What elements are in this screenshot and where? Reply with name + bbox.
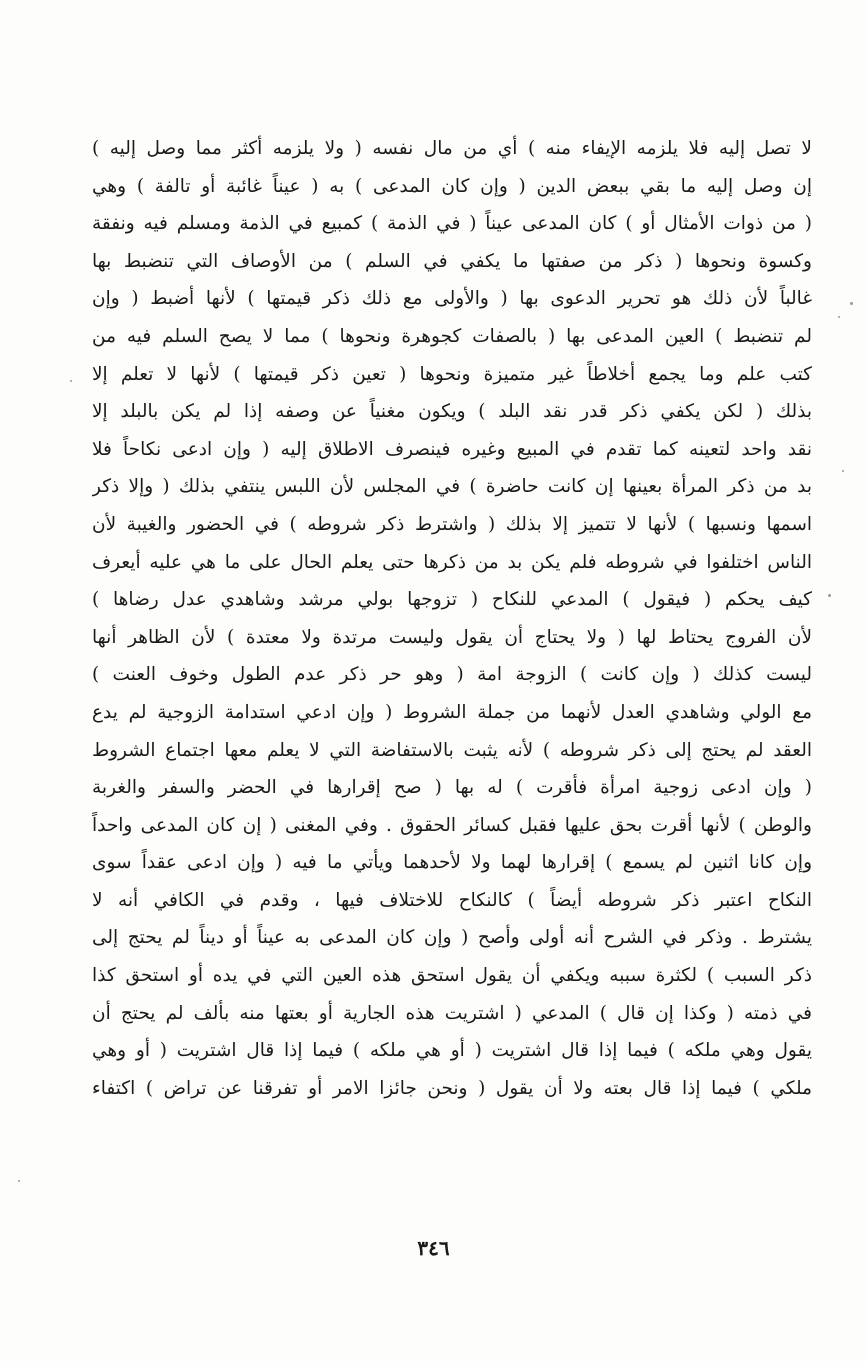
scan-speck (838, 316, 840, 318)
text-line: إن وصل إليه ما بقي ببعض الدين ( وإن كان المدعى ) به ( عيناً غائبة أو تالفة ) وهي (92, 175, 812, 197)
text-line: يقول وهي ملكه ) فيما إذا قال اشتريت ( أو هي ملكه ) فيما إذا قال اشتريت ( أو وهي (92, 1040, 812, 1062)
scan-speck (850, 302, 853, 305)
text-line: الناس اختلفوا في شروطه فلم يكن بد من ذكرها حتى يعلم الحال على ما هي عليه أيعرف (92, 551, 812, 573)
scan-speck (842, 470, 844, 472)
text-line: غالباً لأن ذلك هو تحرير الدعوى بها ( والأولى مع ذلك ذكر قيمتها ) لأنها أضبط ( وإن (92, 288, 812, 310)
text-line: ليست كذلك ( وإن كانت ) الزوجة امة ( وهو حر ذكر عدم الطول وخوف العنت ) (92, 664, 812, 686)
text-line: العقد لم يحتج إلى ذكر شروطه ) لأنه يثبت بالاستفاضة التي لا يعلم معها اجتماع الشروط (92, 739, 812, 761)
page-number: ٣٤٦ (417, 1236, 450, 1260)
text-line: النكاح اعتبر ذكر شروطه أيضاً ) كالنكاح للاختلاف فيها ، وقدم في الكافي أنه لا (92, 889, 812, 911)
scan-speck (828, 594, 831, 597)
text-line: مع الولي وشاهدي العدل لأنهما من جملة الشروط ( وإن ادعي استدامة الزوجية لم يدع (92, 701, 812, 723)
text-line: يشترط . وذكر في الشرح أنه أولى وأصح ( وإن كان المدعى به عيناً أو ديناً لم يحتج إلى (92, 927, 812, 949)
text-line: وإن كانا اثنين لم يسمع ) إقرارها لهما ولا لأحدهما ويأتي ما فيه ( وإن ادعى عقداً سوى (92, 852, 812, 874)
text-line: بذلك ( لكن يكفي ذكر قدر نقد البلد ) ويكون مغنياً عن وصفه إذا لم يكن بالبلد إلا (92, 401, 812, 423)
text-line: وكسوة ونحوها ( ذكر من صفتها ما يكفي في السلم ) من الأوصاف التي تنضبط بها (92, 250, 812, 272)
text-line: لم تنضبط ) العين المدعى بها ( بالصفات كجوهرة ونحوها ) مما لا يصح السلم فيه من (92, 325, 812, 347)
body-text (92, 130, 812, 1107)
text-line: بد من ذكر المرأة بعينها إن كانت حاضرة ) في المجلس لأن اللبس ينتفي بذلك ( وإلا ذكر (92, 476, 812, 498)
text-line: كتب علم وما يجمع أخلاطاً غير متميزة ونحوها ( تعين ذكر قيمتها ) لأنها لا تعلم إلا (92, 363, 812, 385)
text-line: اسمها ونسبها ) لأنها لا تتميز إلا بذلك ( واشترط ذكر شروطه ) في الحضور والغيبة لأن (92, 513, 812, 535)
scan-speck (70, 380, 72, 382)
text-line: والوطن ) لأنها أقرت بحق عليها فقبل كسائر الحقوق . وفي المغنى ( إن كان المدعى واحداً (92, 814, 812, 836)
text-line: ( من ذوات الأمثال أو ) كان المدعى عيناً ( في الذمة ) كمبيع في الذمة ومسلم فيه ونفقة (92, 213, 812, 235)
text-line: لا تصل إليه فلا يلزمه الإيفاء منه ) أي من مال نفسه ( ولا يلزمه أكثر مما وصل إليه ) (92, 138, 812, 159)
text-line: ملكي ) فيما إذا قال بعته ولا أن يقول ( ونحن جائزا الامر أو تفرقنا عن تراض ) اكتفاء (92, 1077, 812, 1099)
text-line: لأن الفروج يحتاط لها ( ولا يحتاج أن يقول وليست مرتدة ولا معتدة ) لأن الظاهر أنها (92, 626, 812, 648)
scan-speck (18, 1180, 20, 1182)
text-line: ( وإن ادعى زوجية امرأة فأقرت ) له بها ( صح إقرارها في الحضر والسفر والغربة (92, 777, 812, 799)
text-line: في ذمته ( وكذا إن قال ) المدعي ( اشتريت هذه الجارية أو بعتها منه بألف لم يحتج أن (92, 1002, 812, 1024)
text-line: ذكر السبب ) لكثرة سببه ويكفي أن يقول استحق هذه العين التي في يده أو استحق كذا (92, 965, 812, 987)
text-line: كيف يحكم ( فيقول ) المدعي للنكاح ( تزوجها بولي مرشد وشاهدي عدل رضاها ) (92, 589, 812, 611)
text-line: نقد واحد لتعينه كما تقدم في المبيع وغيره فينصرف الاطلاق إليه ( وإن ادعى نكاحاً فلا (92, 438, 812, 460)
